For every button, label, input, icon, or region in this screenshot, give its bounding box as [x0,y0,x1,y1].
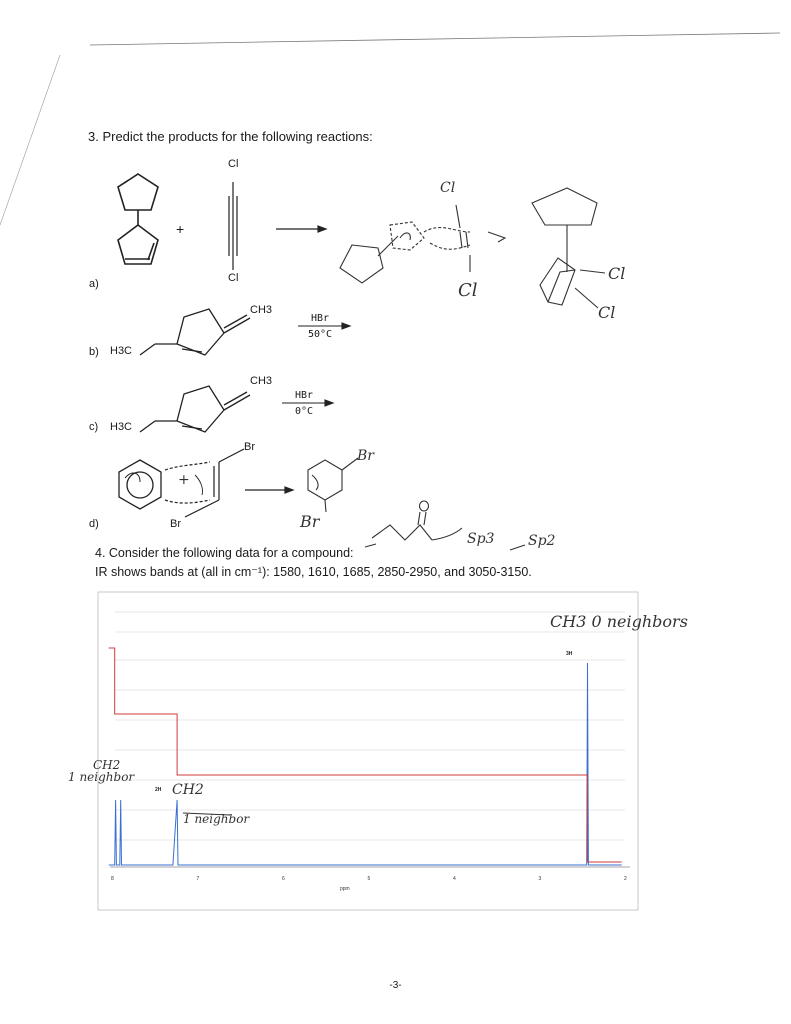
reaction-b-reagent: HBr [310,313,330,324]
reaction-d-benzene [119,460,161,509]
nmr-hand-ch2-a: CH2 [93,758,121,772]
reaction-d-dibromide [165,449,244,517]
reaction-a-cl-bottom: Cl [228,272,239,284]
reaction-c-ch3: CH3 [250,375,273,387]
nmr-peak-label-3h: 3H [566,651,573,657]
q4-hand-sp3: Sp3 [467,531,495,547]
reaction-a-reactant-1 [118,174,158,264]
reaction-d-label: d) [89,518,99,530]
reaction-b-ch3: CH3 [250,304,273,316]
page-number: -3- [389,980,402,991]
nmr-peak-label-2h: 2H [155,787,162,793]
nmr-tick-label: 6 [282,876,285,882]
top-edge-line [90,33,780,45]
nmr-frame [98,592,638,910]
reaction-d-br-top: Br [244,441,255,453]
reaction-c-label: c) [89,421,99,433]
reaction-d-br-bottom: Br [170,518,181,530]
reaction-a-hand-cl-4: Cl [598,303,616,322]
nmr-gridlines [115,612,625,840]
reaction-d-hand-product [308,458,358,512]
nmr-xlabel: ppm [340,886,350,892]
reaction-a-plus: + [176,221,185,237]
reaction-b-h3c: H3C [110,345,133,357]
question-4-title: 4. Consider the following data for a compound: [95,546,354,560]
reaction-c-temp: 0°C [294,406,314,417]
question-3-title: 3. Predict the products for the following reactions: [88,129,373,144]
nmr-hand-ch3: CH3 0 neighbors [550,612,688,631]
nmr-tick-label: 4 [453,876,456,882]
reaction-a-alkyne [229,182,237,270]
reaction-b-temp: 50°C [307,329,333,340]
nmr-tick-label: 5 [367,876,371,882]
reaction-a-hand-cl-1: Cl [440,180,456,196]
q4-hand-structure [365,501,525,550]
reaction-a-arrow [276,226,326,232]
nmr-spectrum-trace [109,648,622,865]
nmr-tick-label: 8 [111,876,114,882]
reaction-a-cl-top: Cl [228,158,239,170]
reaction-d-plus: + [178,472,190,488]
left-edge-line [0,55,60,225]
nmr-hand-ch2-b-note: 1 neighbor [183,812,250,826]
nmr-tick-label: 7 [196,876,200,882]
reaction-d-arrow [245,487,293,493]
nmr-hand-ch2-a-note: 1 neighbor [68,770,135,784]
q4-hand-sp2: Sp2 [528,533,556,549]
ir-data-line: IR shows bands at (all in cm⁻¹): 1580, 1610, 1685, 2850-2950, and 3050-3150. [95,565,532,579]
reaction-a-label: a) [89,278,99,290]
reaction-d-hand-br-1: Br [357,448,374,464]
reaction-d-hand-br-2: Br [300,512,320,531]
nmr-hand-ch2-b: CH2 [172,782,204,798]
nmr-tick-label: 3 [538,876,542,882]
reaction-c-molecule [140,386,250,432]
reaction-a-hand-cl-2: Cl [458,280,478,301]
reaction-a-hand-cl-3: Cl [608,264,626,283]
reaction-b-molecule [140,309,250,355]
reaction-c-h3c: H3C [110,421,133,433]
nmr-tick-label: 2 [624,876,627,882]
reaction-b-label: b) [89,346,99,358]
reaction-c-reagent: HBr [294,390,314,401]
